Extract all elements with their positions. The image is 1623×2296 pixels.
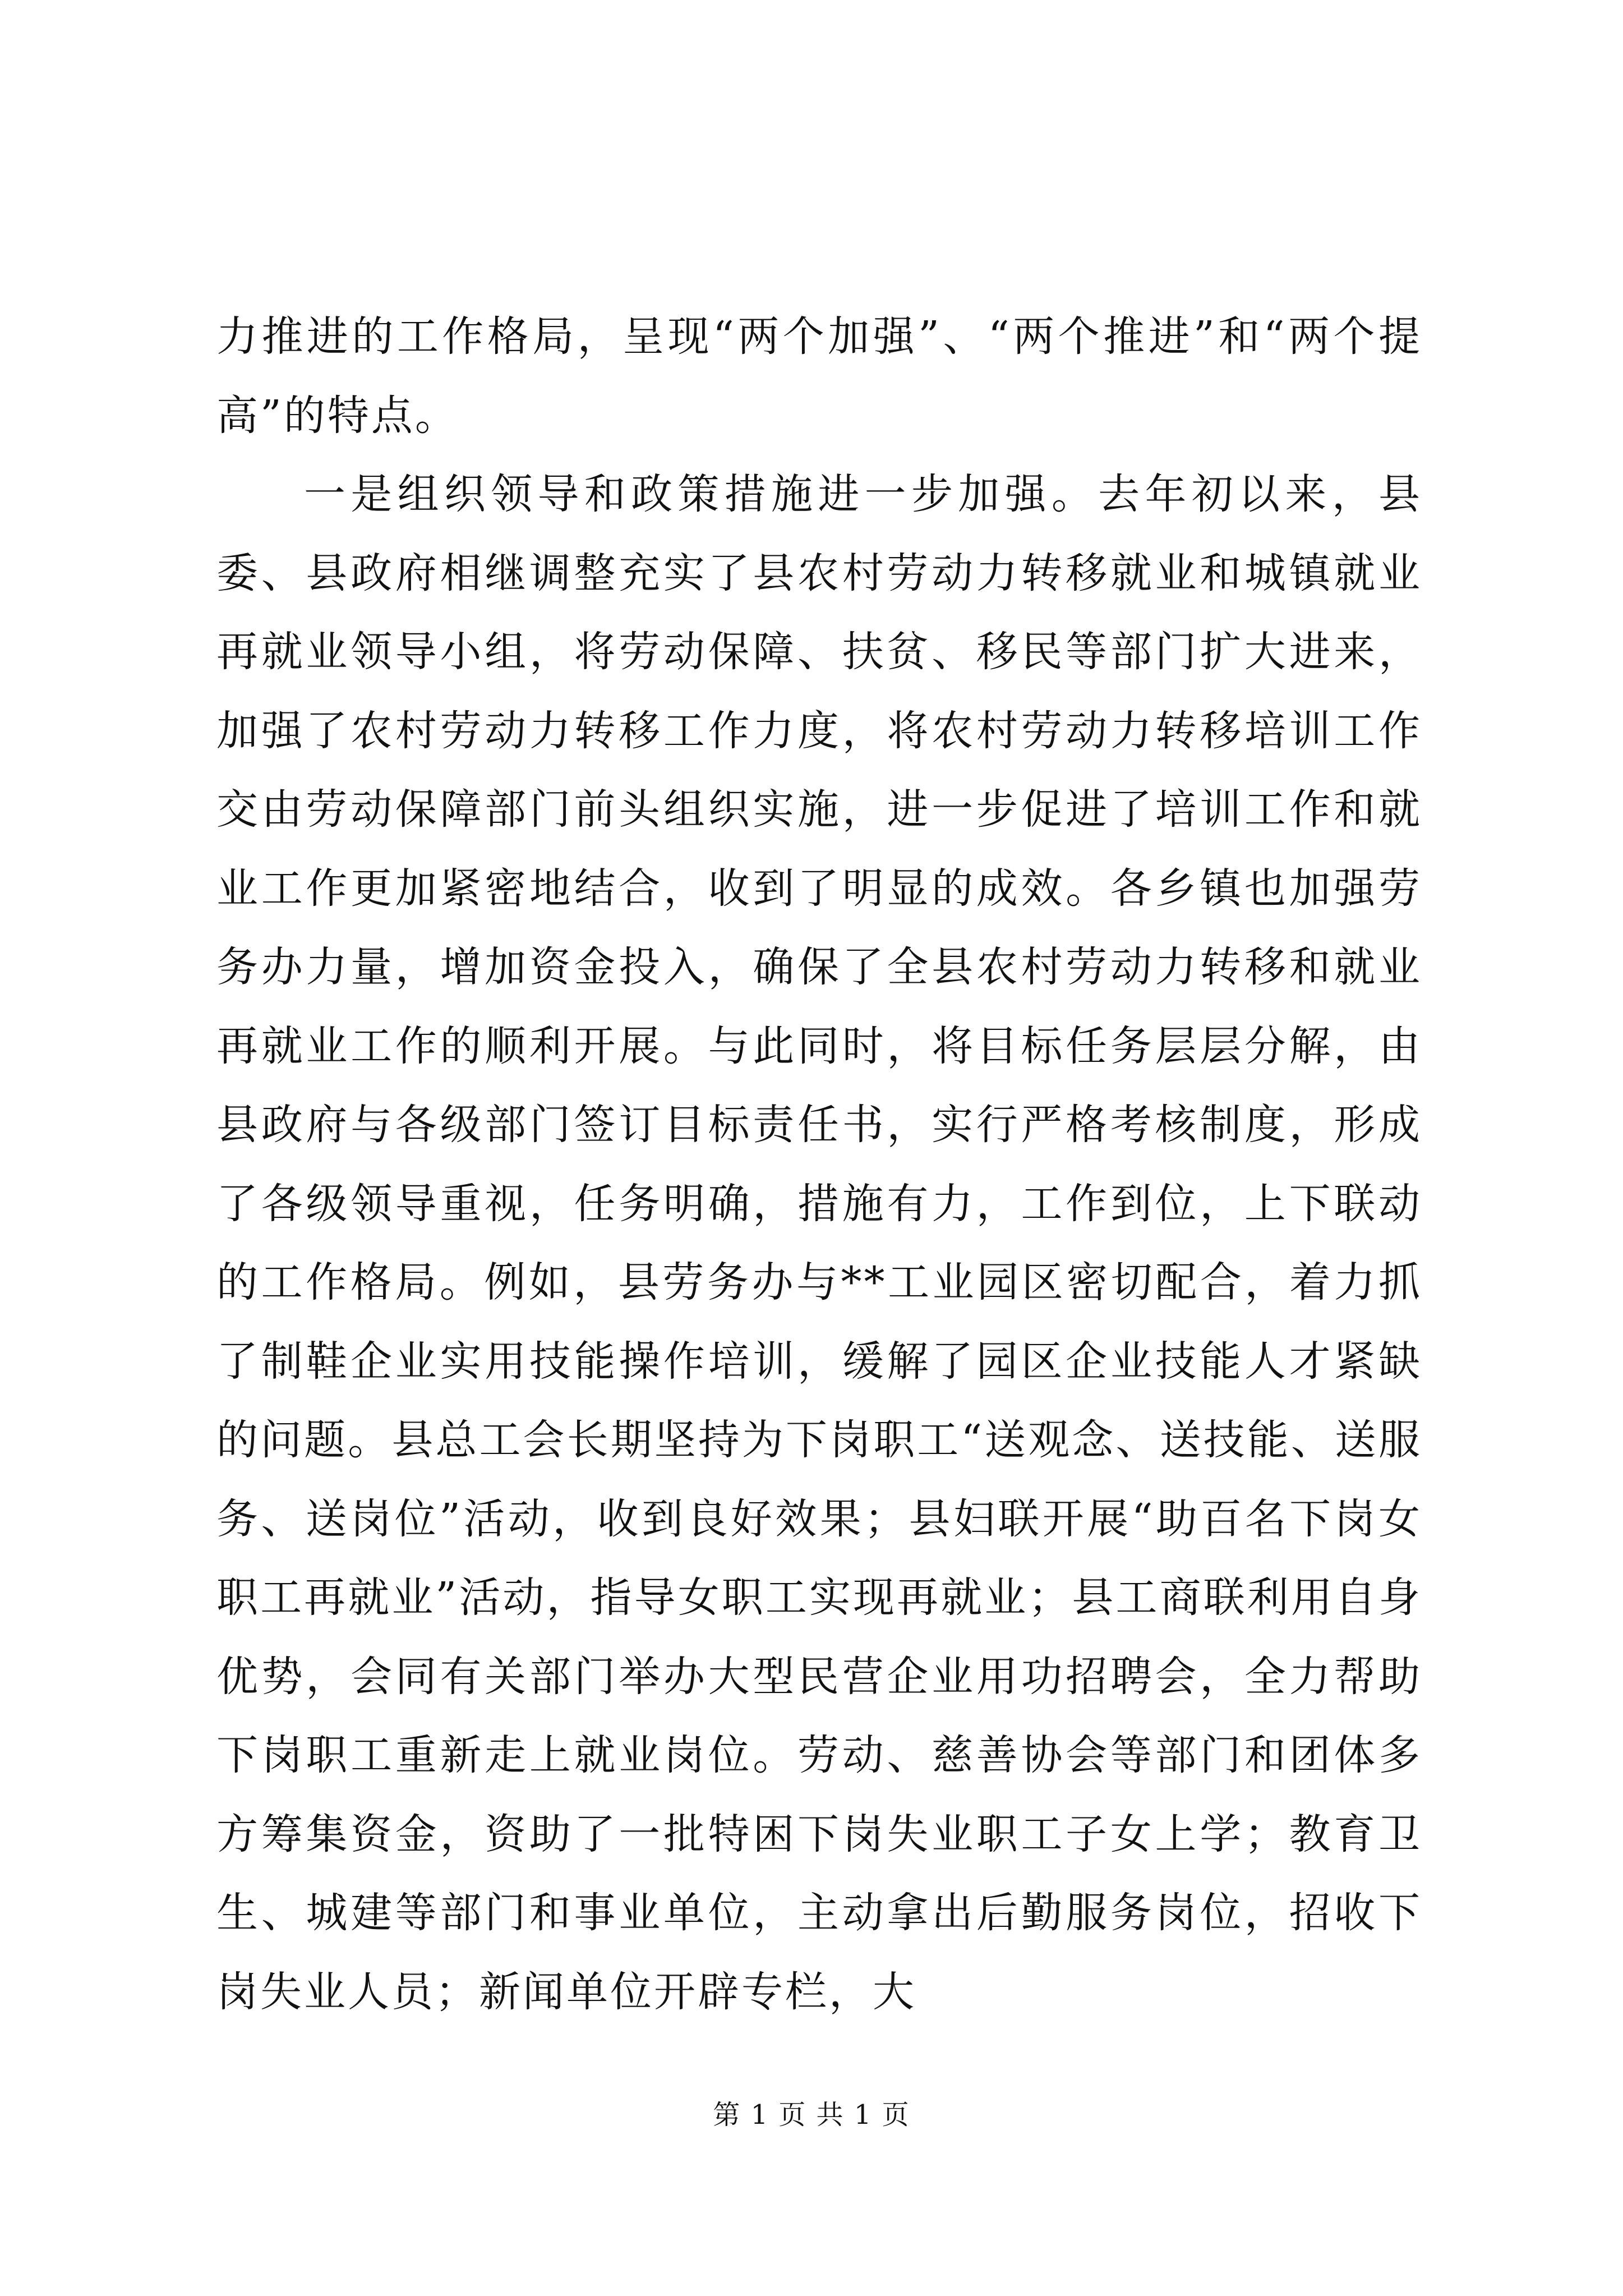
page-footer: 第 1 页 共 1 页: [713, 2099, 910, 2131]
document-body: [216, 297, 1422, 2031]
paragraph-continuation: 力推进的工作格局，呈现“两个加强”、“两个推进”和“两个提高”的特点。: [216, 312, 1422, 440]
paragraph-organization-leadership: 一是组织领导和政策措施进一步加强。去年初以来，县委、县政府相继调整充实了县农村劳动力转移就业和城镇就业再就业领导小组，将劳动保障、扶贫、移民等部门扩大进来，加强了农村劳动力转移工作力度，将农村劳动力转移培训工作交由劳动保障部门前头组织实施，进一步促进了培训工作和就业工作更加紧密地结合，收到了明显的成效。各乡镇也加强劳务办力量，增加资金投入，确保了全县农村劳动力转移和就业再就业工作的顺利开展。与此同时，将目标任务层层分解，由县政府与各级部门签订目标责任书，实行严格考核制度，形成了各级领导重视，任务明确，措施有力，工作到位，上下联动的工作格局。例如，县劳务办与**工业园区密切配合，着力抓了制鞋企业实用技能操作培训，缓解了园区企业技能人才紧缺的问题。县总工会长期坚持为下岗职工“送观念、送技能、送服务、送岗位”活动，收到良好效果；县妇联开展“助百名下岗女职工再就业”活动，指导女职工实现再就业；县工商联利用自身优势，会同有关部门举办大型民营企业用功招聘会，全力帮助下岗职工重新走上就业岗位。劳动、慈善协会等部门和团体多方筹集资金，资助了一批特困下岗失业职工子女上学；教育卫生、城建等部门和事业单位，主动拿出后勤服务岗位，招收下岗失业人员；新闻单位开辟专栏，大: [216, 470, 1422, 2016]
